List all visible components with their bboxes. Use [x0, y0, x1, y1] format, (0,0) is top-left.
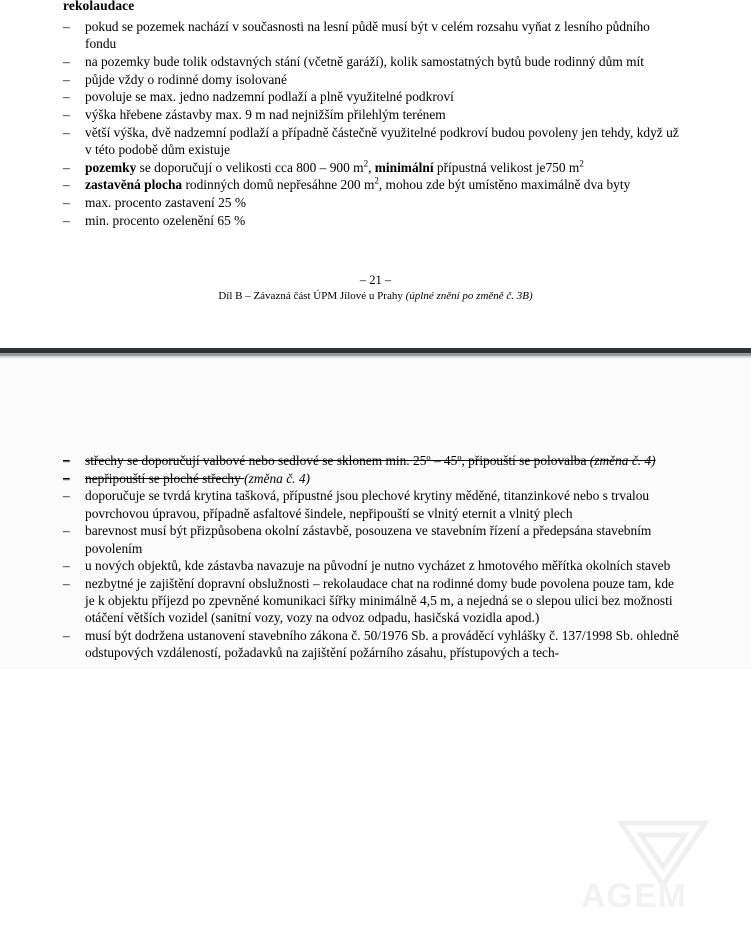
list-item-text: na pozemky bude tolik odstavných stání (včetně garáží), kolik samostatných bytů bude rodinný dům mít [85, 53, 644, 69]
bullet-dash-icon: – [63, 124, 70, 140]
list-item-text: půjde vždy o rodinné domy isolované [85, 71, 287, 87]
triangle-v-logo-icon [615, 819, 711, 889]
list-item-text: nepřipouští se ploché střechy (změna č. 4) [85, 470, 310, 486]
page-one-bullet-list [63, 18, 683, 229]
list-item [63, 194, 683, 211]
list-item-text: u nových objektů, kde zástavba navazuje na původní je nutno vycházet z hmotového měřítka okolních staveb [85, 558, 671, 574]
list-item-text: min. procento ozelenění 65 % [85, 212, 246, 228]
watermark [563, 813, 743, 933]
list-item-text: doporučuje se tvrdá krytina tašková, přípustné jsou plechové krytiny měděné, titanzinkové nebo s trvalou povrchovou úpravou, případně asfaltové šindele, nepřipouští se vlnitý eternit a vlnitý plech [85, 488, 650, 521]
list-item [63, 71, 683, 88]
list-item-text: musí být dodržena ustanovení stavebního zákona č. 50/1976 Sb. a prováděcí vyhlášky č. 137/1998 Sb. ohledně odstupových vzdáleností, požadavků na zajištění požárního zásahu, přístupových a tech- [85, 628, 679, 661]
bullet-dash-icon: – [63, 195, 70, 211]
watermark-text: AGEM [581, 877, 687, 915]
list-item [63, 522, 685, 556]
page-fragment-bottom [0, 358, 751, 915]
list-item [63, 627, 685, 661]
list-item-emphasis [63, 176, 683, 193]
list-item [63, 106, 683, 123]
list-item-struck [63, 470, 685, 487]
bullet-dash-icon: – [63, 177, 70, 193]
bullet-dash-icon: – [63, 107, 70, 123]
page-two-bullet-list [63, 452, 685, 662]
list-item-text: pozemky se doporučují o velikosti cca 800 – 900 $m^2$, minimální přípustná velikost je750 $m^2$ [85, 158, 584, 175]
list-item-text: povoluje se max. jedno nadzemní podlaží a plně využitelné podkroví [85, 89, 454, 105]
bullet-dash-icon: – [63, 19, 70, 34]
list-item [63, 557, 685, 574]
list-item [63, 18, 683, 52]
list-item [63, 212, 683, 229]
bullet-dash-icon: – [63, 470, 70, 486]
section-heading: rekolaudace [63, 0, 135, 13]
list-item-text: max. procento zastavení 25 % [85, 195, 247, 211]
list-item [63, 53, 683, 70]
list-item-text: střechy se doporučují valbové nebo sedlové se sklonem min. 25º – 45º, připouští se polovalba (změna č. 4) [85, 453, 656, 468]
list-item-text: nezbytné je zajištění dopravní obslužnosti – rekolaudace chat na rodinné domy bude povolena pouze tam, kde je k objektu příjezd po zpevněné komunikaci šířky minimálně 4,5 m, a nejedná se o slepou ulici bez možnosti otáčení větších vozidel (sanitní vozy, vozy na odvoz odpadu, hasičská vozidla apod.) [85, 575, 674, 626]
bullet-dash-icon: – [63, 558, 70, 574]
bullet-dash-icon: – [63, 628, 70, 644]
bullet-dash-icon: – [63, 71, 70, 87]
list-item [63, 124, 683, 158]
list-item-text: pokud se pozemek nachází v současnosti na lesní půdě musí být v celém rozsahu vyňat z lesního půdního fondu [85, 19, 650, 52]
page-footer: Díl B – Závazná část ÚPM Jílové u Prahy (úplné znění po změně č. 3B) [218, 290, 533, 302]
list-item-text: větší výška, dvě nadzemní podlaží a případně částečně využitelné podkroví budou povoleny jen tehdy, když už v této podobě dům existuje [85, 124, 679, 157]
bullet-dash-icon: – [63, 575, 70, 591]
bullet-dash-icon: – [63, 89, 70, 105]
list-item [63, 487, 685, 521]
bullet-dash-icon: – [63, 488, 70, 504]
bullet-dash-icon: – [63, 53, 70, 69]
page-number: – 21 – [359, 273, 392, 287]
bullet-dash-icon: – [63, 159, 70, 175]
list-item-text: zastavěná plocha rodinných domů nepřesáhne 200 $m^2$, mohou zde být umístěno maximálně dva byty [85, 175, 631, 193]
list-item-struck [63, 452, 685, 469]
page-fragment-top [0, 0, 751, 345]
bullet-dash-icon: – [63, 212, 70, 228]
list-item-text: barevnost musí být přizpůsobena okolní zástavbě, posouzena ve stavebním řízení a předepsána stavebním povolením [85, 523, 652, 556]
bullet-dash-icon: – [63, 523, 70, 539]
list-item-text: výška hřebene zástavby max. 9 m nad nejnižším přilehlým terénem [85, 107, 446, 123]
bullet-dash-icon: – [63, 453, 70, 468]
list-item [63, 575, 685, 627]
list-item [63, 88, 683, 105]
list-item-emphasis [63, 159, 683, 176]
